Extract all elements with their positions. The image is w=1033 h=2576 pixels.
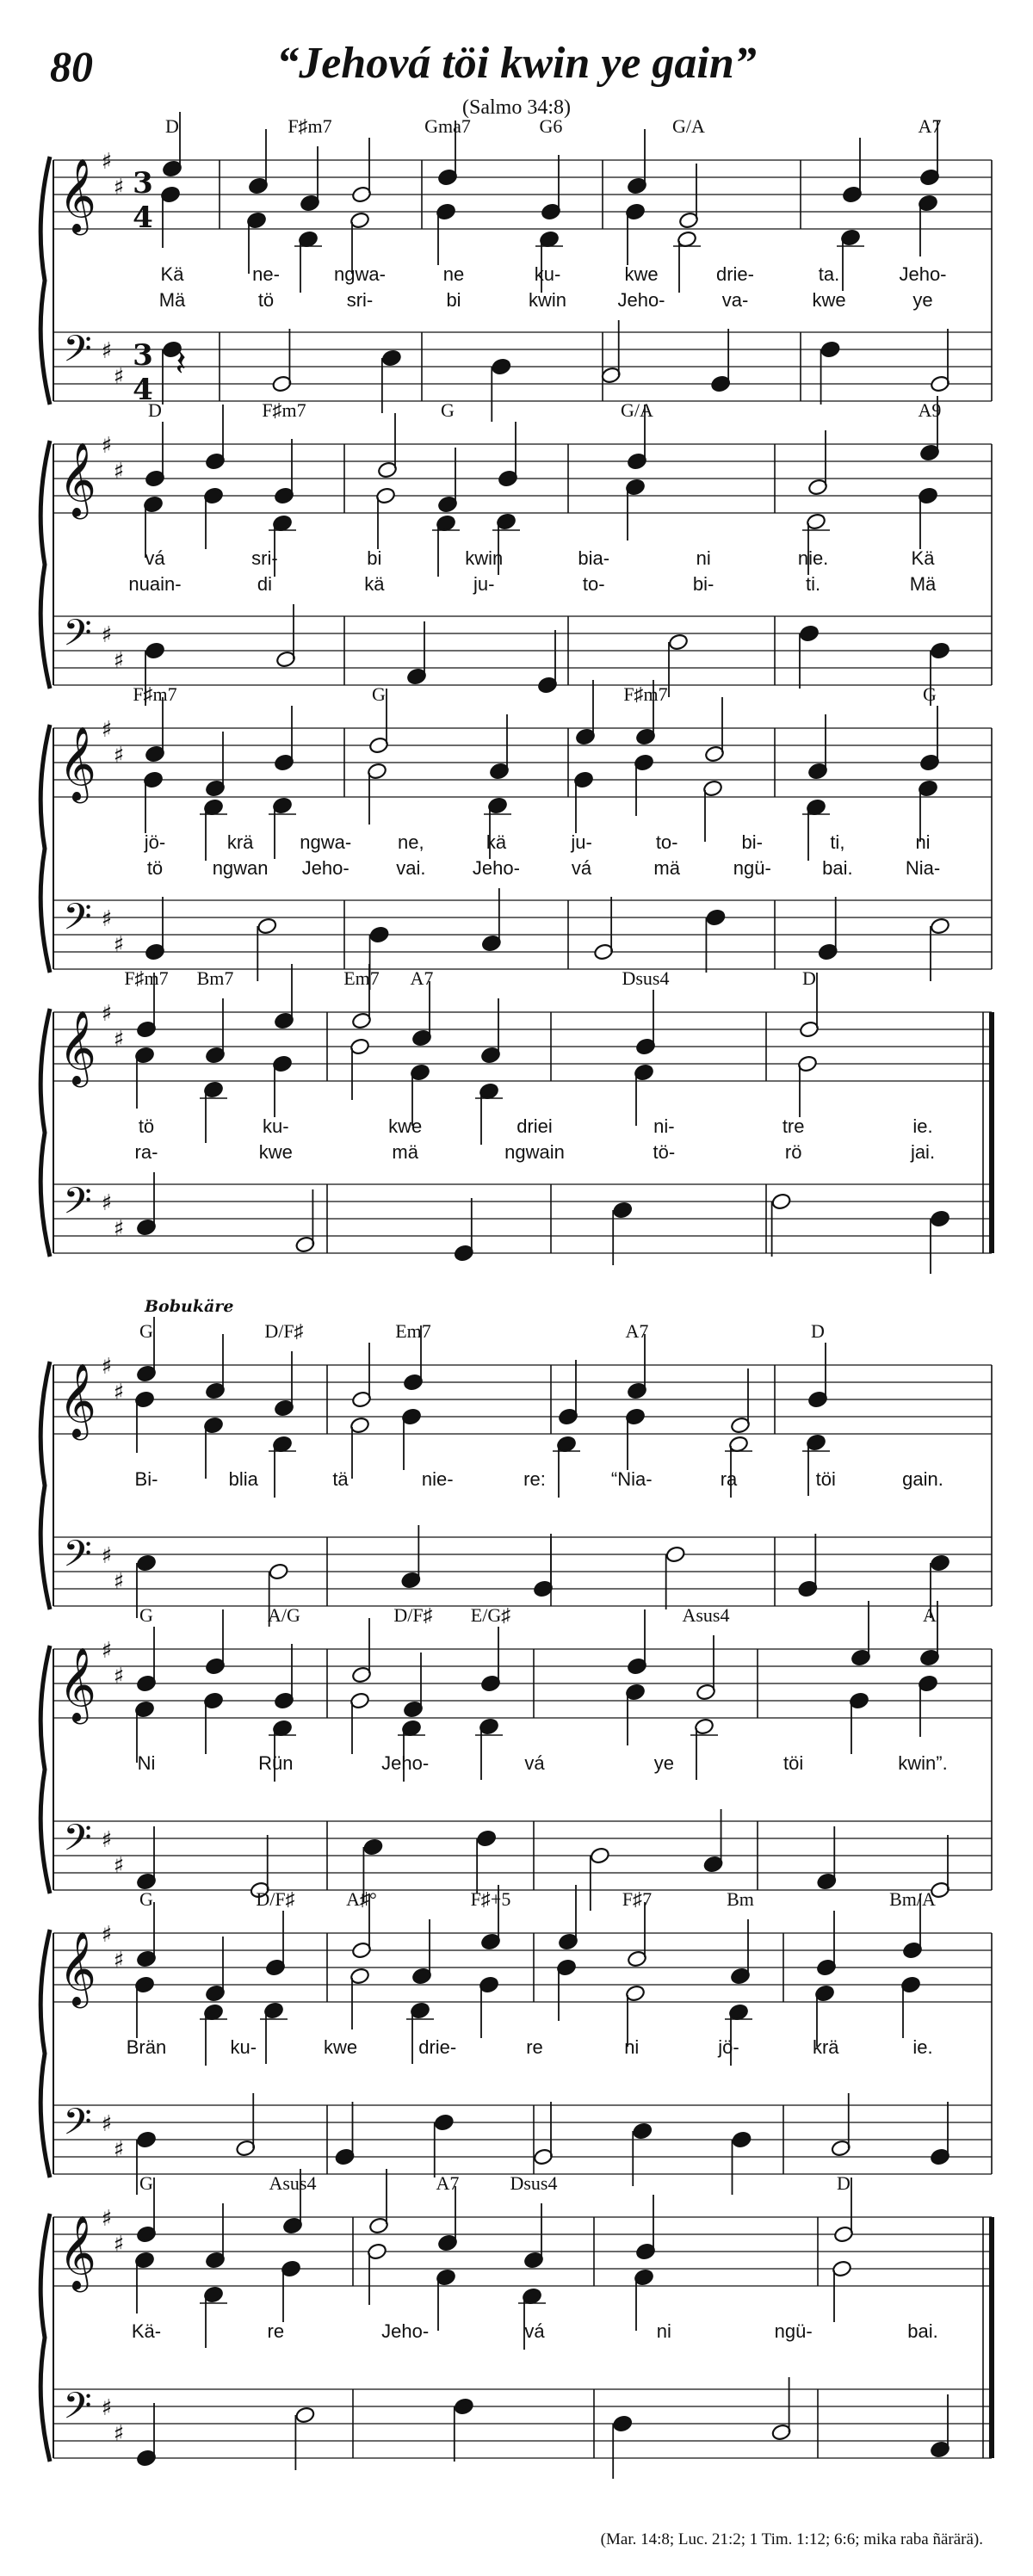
treble-staff <box>53 1933 992 2002</box>
lyric-syllable: vá <box>571 857 592 879</box>
treble-clef: 𝄞 <box>59 1931 96 2005</box>
treble-clef: 𝄞 <box>59 726 96 800</box>
key-sharp-f: ♯ <box>101 338 113 364</box>
key-sharp-c: ♯ <box>113 743 125 769</box>
bass-staff <box>53 616 992 685</box>
lyric-syllable: ku- <box>230 2036 257 2058</box>
lyric-syllable: kwin <box>465 547 504 569</box>
lyric-syllable: re <box>526 2036 543 2058</box>
bass-note <box>369 926 390 944</box>
lyric-syllable: nie. <box>797 547 829 569</box>
bass-staff <box>53 2105 992 2174</box>
lyric-syllable: ngwain <box>504 1141 565 1163</box>
chord-symbol: D <box>811 1320 825 1342</box>
bass-note <box>930 1210 950 1228</box>
treble-staff <box>53 728 992 797</box>
treble-staff <box>53 444 992 513</box>
treble-staff <box>53 1365 992 1434</box>
treble-clef: 𝄞 <box>59 442 96 516</box>
chord-symbol: Bm <box>727 1888 754 1910</box>
lyric-syllable: ti, <box>830 831 845 853</box>
treble-clef: 𝄞 <box>59 1010 96 1084</box>
lyric-syllable: Bi- <box>134 1468 158 1490</box>
lyric-syllable: nuain- <box>128 573 182 595</box>
chord-symbol: A <box>923 1604 937 1626</box>
bass-clef: 𝄢 <box>63 1817 92 1869</box>
key-sharp-f: ♯ <box>101 622 113 648</box>
key-sharp-c: ♯ <box>113 2232 125 2258</box>
lyric-syllable: ngü- <box>733 857 771 879</box>
lyric-syllable: ta. <box>818 263 840 285</box>
chord-symbol: D <box>148 399 162 421</box>
lyric-syllable: ni <box>915 831 931 853</box>
bass-note <box>930 917 950 936</box>
lyric-syllable: tre <box>782 1115 805 1137</box>
key-sharp-c: ♯ <box>113 1027 125 1053</box>
lyric-syllable: blia <box>228 1468 258 1490</box>
lyric-syllable: sri- <box>346 289 374 311</box>
lyric-syllable: jai. <box>910 1141 936 1163</box>
lyric-syllable: ni <box>656 2320 671 2342</box>
key-sharp-f: ♯ <box>101 1543 113 1569</box>
chord-symbol: D/F♯ <box>264 1320 304 1342</box>
lyric-syllable: ye <box>653 1752 674 1774</box>
lyric-syllable: nie- <box>421 1468 454 1490</box>
key-sharp-c: ♯ <box>113 648 125 674</box>
chord-symbol: A9 <box>918 399 942 421</box>
chord-symbol: F♯m7 <box>262 399 306 421</box>
lyric-syllable: va- <box>721 289 749 311</box>
bass-note <box>705 909 726 927</box>
lyric-syllable: ne- <box>252 263 280 285</box>
lyric-syllable: ngü- <box>774 2320 813 2342</box>
chord-symbol: A7 <box>410 967 434 989</box>
chord-symbol: G <box>441 399 455 421</box>
lyric-syllable: driei <box>516 1115 553 1137</box>
key-sharp-c: ♯ <box>113 1948 125 1974</box>
lyric-syllable: tö <box>146 857 164 879</box>
key-sharp-f: ♯ <box>101 1638 113 1664</box>
key-sharp-f: ♯ <box>101 1922 113 1948</box>
chord-symbol: F♯m7 <box>288 115 332 137</box>
chord-symbol: G <box>372 683 386 705</box>
song-number: 80 <box>50 42 93 90</box>
bass-note <box>381 349 402 368</box>
chord-symbol: G <box>139 1320 153 1342</box>
bass-staff <box>53 1184 992 1253</box>
lyric-syllable: rö <box>784 1141 802 1163</box>
key-sharp-f: ♯ <box>101 1354 113 1380</box>
treble-clef: 𝄞 <box>59 1363 96 1437</box>
lyric-syllable: bi <box>367 547 382 569</box>
key-sharp-c: ♯ <box>113 364 125 390</box>
lyric-syllable: töi <box>815 1468 836 1490</box>
lyric-syllable: vá <box>524 2320 545 2342</box>
lyric-syllable: kwe <box>323 2036 358 2058</box>
chord-symbol: A/G <box>268 1604 300 1626</box>
lyric-syllable: bi- <box>741 831 764 853</box>
lyric-syllable: ngwan <box>212 857 269 879</box>
key-sharp-f: ♯ <box>101 433 113 459</box>
key-sharp-c: ♯ <box>113 2137 125 2163</box>
chord-symbol: F♯m7 <box>623 683 668 705</box>
chord-symbol: Gma7 <box>424 115 471 137</box>
key-sharp-c: ♯ <box>113 1216 125 1242</box>
lyric-syllable: ngwa- <box>334 263 386 285</box>
lyric-syllable: kwe <box>624 263 659 285</box>
chord-symbol: G <box>139 2172 153 2194</box>
key-sharp-c: ♯ <box>113 1664 125 1690</box>
system-brace <box>40 1930 50 2178</box>
time-signature-top: 3 <box>133 166 153 201</box>
chord-symbol: Bm7 <box>196 967 234 989</box>
chord-symbol: A♯° <box>346 1888 377 1910</box>
lyric-syllable: di <box>257 573 272 595</box>
bass-clef: 𝄢 <box>63 896 92 948</box>
lyric-syllable: kwe <box>812 289 846 311</box>
lyric-syllable: gain. <box>902 1468 943 1490</box>
bass-note <box>590 1847 610 1865</box>
lyric-syllable: Jeho- <box>381 1752 430 1774</box>
key-sharp-f: ♯ <box>101 1190 113 1216</box>
key-sharp-f: ♯ <box>101 2395 113 2421</box>
bass-clef: 𝄢 <box>63 2101 92 2153</box>
chord-symbol: Asus4 <box>269 2172 317 2194</box>
bass-clef: 𝄢 <box>63 2385 92 2437</box>
chord-symbol: D/F♯ <box>393 1604 433 1626</box>
treble-clef: 𝄞 <box>59 158 96 232</box>
lyric-syllable: ne, <box>398 831 424 853</box>
system-brace <box>40 725 50 973</box>
chord-symbol: D <box>837 2172 851 2194</box>
lyric-syllable: ra- <box>134 1141 158 1163</box>
key-sharp-c: ♯ <box>113 1853 125 1879</box>
bass-note <box>632 2122 653 2140</box>
lyric-syllable: ti. <box>806 573 821 595</box>
chord-symbol: F♯+5 <box>470 1888 511 1910</box>
lyric-syllable: mä <box>653 857 680 879</box>
chord-symbol: Dsus4 <box>622 967 670 989</box>
lyric-syllable: vá <box>145 547 165 569</box>
system-brace <box>40 441 50 689</box>
chord-symbol: G <box>923 683 937 705</box>
chord-symbol: D <box>802 967 816 989</box>
lyric-syllable: kwin”. <box>898 1752 948 1774</box>
lyric-syllable: ie. <box>912 2036 933 2058</box>
scripture-reference: (Salmo 34:8) <box>462 96 571 119</box>
lyric-syllable: krä <box>812 2036 839 2058</box>
footnote-references: (Mar. 14:8; Luc. 21:2; 1 Tim. 1:12; 6:6; mika raba ñärärä). <box>600 2530 983 2548</box>
lyric-syllable: Jeho- <box>472 857 520 879</box>
lyric-syllable: Mä <box>909 573 937 595</box>
key-sharp-f: ♯ <box>101 717 113 743</box>
chord-symbol: G/A <box>672 115 705 137</box>
bass-clef: 𝄢 <box>63 1533 92 1585</box>
chord-symbol: A7 <box>625 1320 649 1342</box>
lyric-syllable: Kä <box>911 547 935 569</box>
bass-staff <box>53 2389 992 2458</box>
lyric-syllable: ku- <box>263 1115 289 1137</box>
lyric-syllable: ni <box>624 2036 640 2058</box>
key-sharp-c: ♯ <box>113 175 125 201</box>
key-sharp-c: ♯ <box>113 2421 125 2447</box>
time-signature-top: 3 <box>133 338 153 373</box>
lyric-syllable: Mä <box>158 289 186 311</box>
bass-clef: 𝄢 <box>63 328 92 380</box>
lyric-syllable: ju- <box>473 573 495 595</box>
key-sharp-f: ♯ <box>101 2206 113 2232</box>
bass-note <box>732 2131 752 2149</box>
key-sharp-f: ♯ <box>101 2111 113 2137</box>
chord-symbol: Bm/A <box>889 1888 936 1910</box>
treble-clef: 𝄞 <box>59 1647 96 1721</box>
lyric-syllable: ye <box>912 289 933 311</box>
chord-symbol: F♯m7 <box>124 967 169 989</box>
lyric-syllable: ngwa- <box>300 831 352 853</box>
chord-symbol: Dsus4 <box>510 2172 558 2194</box>
chord-symbol: G <box>139 1604 153 1626</box>
chord-symbol: G/A <box>621 399 653 421</box>
lyric-syllable: re: <box>523 1468 546 1490</box>
lyric-syllable: ne <box>442 263 465 285</box>
lyric-syllable: ie. <box>912 1115 933 1137</box>
chord-symbol: Em7 <box>395 1320 431 1342</box>
system-brace <box>40 2214 50 2462</box>
chord-symbol: G <box>139 1888 153 1910</box>
lyric-syllable: tö <box>138 1115 155 1137</box>
bass-note <box>136 2131 157 2149</box>
lyric-syllable: Jeho- <box>301 857 349 879</box>
key-sharp-c: ♯ <box>113 932 125 958</box>
chord-symbol: F♯7 <box>622 1888 653 1910</box>
lyric-syllable: bia- <box>578 547 610 569</box>
lyric-syllable: drie- <box>715 263 755 285</box>
lyric-syllable: tö <box>257 289 275 311</box>
lyric-syllable: kwin <box>528 289 567 311</box>
bass-clef: 𝄢 <box>63 612 92 664</box>
lyric-syllable: Rün <box>258 1752 294 1774</box>
quarter-rest: 𝄽 <box>175 342 187 384</box>
lyric-syllable: ra <box>720 1468 738 1490</box>
song-title: “Jehová töi kwin ye gain” <box>276 39 757 88</box>
lyric-syllable: “Nia- <box>610 1468 653 1490</box>
lyric-syllable: bai. <box>907 2320 938 2342</box>
section-label: Bobukäre <box>145 1297 234 1316</box>
chord-symbol: A7 <box>918 115 942 137</box>
lyric-syllable: ni <box>696 547 711 569</box>
bass-note <box>612 2415 633 2433</box>
time-signature-bottom: 4 <box>133 373 153 407</box>
system-brace <box>40 1362 50 1609</box>
bass-note <box>434 2114 455 2132</box>
lyric-syllable: kwe <box>258 1141 293 1163</box>
chord-symbol: F♯m7 <box>133 683 177 705</box>
chord-symbol: Em7 <box>343 967 380 989</box>
bass-note <box>930 642 950 660</box>
system-brace <box>40 1009 50 1257</box>
lyric-syllable: Brän <box>126 2036 167 2058</box>
bass-note <box>476 1830 497 1848</box>
key-sharp-c: ♯ <box>113 1380 125 1405</box>
system-brace <box>40 157 50 405</box>
bass-note <box>771 1193 792 1211</box>
lyric-syllable: Jeho- <box>899 263 947 285</box>
bass-note <box>930 1554 950 1572</box>
bass-note <box>362 1838 383 1856</box>
bass-note <box>454 2398 474 2416</box>
chord-symbol: E/G♯ <box>470 1604 511 1626</box>
lyric-syllable: vai. <box>396 857 426 879</box>
lyric-syllable: kwe <box>388 1115 423 1137</box>
lyric-syllable: tä <box>332 1468 349 1490</box>
lyric-syllable: bi- <box>692 573 714 595</box>
lyric-syllable: krä <box>226 831 254 853</box>
bass-note <box>820 341 841 359</box>
lyric-syllable: tö- <box>653 1141 676 1163</box>
bass-note <box>491 358 511 376</box>
bass-note <box>799 625 820 643</box>
lyric-syllable: ju- <box>571 831 592 853</box>
lyric-syllable: re <box>267 2320 285 2342</box>
bass-note <box>294 2406 315 2425</box>
bass-note <box>612 1202 633 1220</box>
bass-note <box>136 1554 157 1572</box>
lyric-syllable: kä <box>364 573 385 595</box>
chord-symbol: Asus4 <box>682 1604 730 1626</box>
lyric-syllable: kä <box>486 831 507 853</box>
key-sharp-c: ♯ <box>113 1569 125 1595</box>
lyric-syllable: to- <box>582 573 605 595</box>
bass-note <box>668 633 689 652</box>
key-sharp-f: ♯ <box>101 906 113 932</box>
system-brace <box>40 1646 50 1893</box>
lyric-syllable: ni- <box>653 1115 675 1137</box>
time-signature-bottom: 4 <box>133 201 153 235</box>
lyric-syllable: mä <box>392 1141 418 1163</box>
treble-clef: 𝄞 <box>59 2215 96 2289</box>
chord-symbol: A7 <box>436 2172 460 2194</box>
key-sharp-f: ♯ <box>101 1001 113 1027</box>
lyric-syllable: drie- <box>418 2036 457 2058</box>
bass-staff <box>53 1537 992 1606</box>
lyric-syllable: jö- <box>144 831 166 853</box>
lyric-syllable: sri- <box>251 547 278 569</box>
bass-note <box>145 642 165 660</box>
treble-staff <box>53 1012 992 1081</box>
bass-note <box>269 1563 289 1581</box>
lyric-syllable: to- <box>655 831 678 853</box>
lyric-syllable: Ni <box>137 1752 156 1774</box>
key-sharp-f: ♯ <box>101 1827 113 1853</box>
lyric-syllable: Jeho- <box>617 289 665 311</box>
lyric-syllable: Jeho- <box>381 2320 430 2342</box>
lyric-syllable: bi <box>446 289 461 311</box>
lyric-syllable: jö- <box>718 2036 739 2058</box>
key-sharp-f: ♯ <box>101 149 113 175</box>
lyric-syllable: töi <box>783 1752 804 1774</box>
lyric-syllable: vá <box>524 1752 545 1774</box>
bass-note <box>665 1546 686 1564</box>
chord-symbol: G6 <box>539 115 563 137</box>
bass-staff <box>53 1821 992 1890</box>
chord-symbol: D/F♯ <box>256 1888 295 1910</box>
lyric-syllable: bai. <box>822 857 853 879</box>
bass-staff <box>53 332 992 401</box>
bass-staff <box>53 900 992 969</box>
lyric-syllable: Nia- <box>905 857 941 879</box>
key-sharp-c: ♯ <box>113 459 125 485</box>
bass-note <box>257 917 277 936</box>
lyric-syllable: ku- <box>534 263 561 285</box>
bass-clef: 𝄢 <box>63 1180 92 1232</box>
lyric-syllable: Kä- <box>131 2320 162 2342</box>
lyric-syllable: Kä <box>160 263 184 285</box>
chord-symbol: D <box>165 115 179 137</box>
